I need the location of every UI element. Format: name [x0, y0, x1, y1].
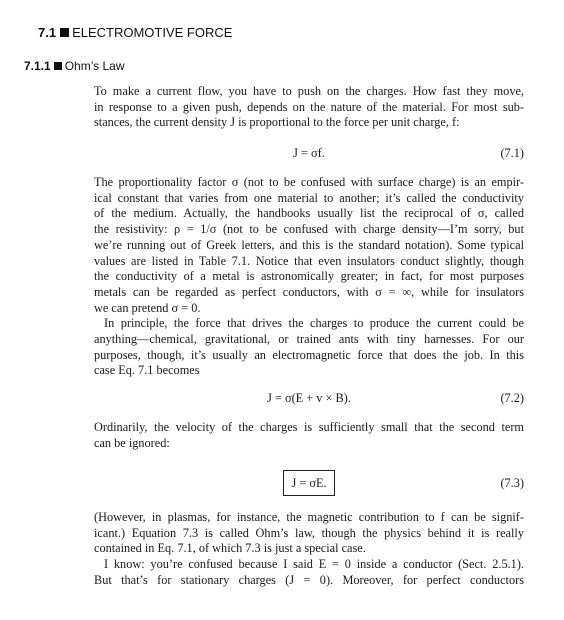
subsection-heading: [24, 59, 125, 73]
text-line: Ordinarily, the velocity of the charges is sufficiently small that the second term: [94, 420, 524, 434]
text-line: But that’s for stationary charges (J = 0). Moreover, for perfect conductors: [94, 572, 524, 587]
paragraph-ohms-law: [94, 510, 524, 589]
equation-number: (7.1): [500, 146, 524, 160]
text-line: we’re running out of Greek letters, and this is the standard notation). Some typical: [94, 237, 524, 252]
equation-7-1: [94, 146, 524, 164]
equation-number: (7.3): [500, 476, 524, 490]
equation-box: J = σE.: [283, 470, 334, 496]
text-line: the conductivity of a metal is astronomically greater; in fact, for most purposes: [94, 269, 524, 284]
text-line: values are listed in Table 7.1. Notice that even insulators conduct slightly, though: [94, 253, 524, 268]
equation-body: J = σ(E + v × B).: [267, 391, 351, 405]
equation-number: (7.2): [500, 391, 524, 405]
section-number: 7.1: [38, 25, 57, 40]
text-line: The proportionality factor σ (not to be confused with surface charge) is an empir-: [94, 175, 524, 189]
text-line: I know: you’re confused because I said E = 0 inside a conductor (Sect. 2.5.1).: [104, 557, 524, 572]
text-line: (However, in plasmas, for instance, the magnetic contribution to f can be signif-: [94, 510, 524, 524]
text-line: To make a current flow, you have to push on the charges. How fast they move,: [94, 84, 524, 98]
text-line: metals can be regarded as perfect conductors, with σ = ∞, while for insulators: [94, 284, 524, 299]
text-line: we can pretend σ = 0.: [94, 300, 201, 315]
subsection-title: Ohm’s Law: [64, 59, 125, 73]
text-line: of the medium. Actually, the handbooks usually list the reciprocal of σ, called: [94, 206, 524, 221]
text-line: contained in Eq. 7.1, of which 7.3 is just a special case.: [94, 541, 366, 556]
section-heading: [38, 25, 232, 40]
subsection-marker-icon: [54, 62, 62, 70]
paragraph-intro: [94, 84, 524, 131]
text-line: stances, the current density J is proportional to the force per unit charge, f:: [94, 115, 460, 130]
text-line: purposes, though, it’s usually an electromagnetic force that does the job. In this: [94, 347, 524, 362]
equation-body: J = σf.: [293, 146, 325, 160]
text-line: ical constant that varies from one material to another; it’s called the conductivity: [94, 190, 524, 205]
text-line: in response to a given push, depends on the nature of the material. For most sub-: [94, 99, 524, 114]
equation-7-2: [94, 391, 524, 409]
text-line: icant.) Equation 7.3 is called Ohm’s law, though the physics behind it is really: [94, 525, 524, 540]
text-line: can be ignored:: [94, 435, 170, 450]
section-title: ELECTROMOTIVE FORCE: [72, 25, 233, 40]
text-line: In principle, the force that drives the charges to produce the current could be: [104, 316, 524, 331]
text-line: case Eq. 7.1 becomes: [94, 363, 200, 378]
text-line: anything—chemical, gravitational, or trained ants with tiny harnesses. For our: [94, 332, 524, 347]
section-marker-icon: [60, 28, 69, 37]
paragraph-conductivity: [94, 175, 524, 379]
text-line: the resistivity: ρ = 1/σ (not to be confused with charge density—I’m sorry, but: [94, 222, 524, 237]
subsection-number: 7.1.1: [24, 59, 51, 73]
equation-7-3: [94, 470, 524, 496]
paragraph-ordinarily: [94, 420, 524, 451]
